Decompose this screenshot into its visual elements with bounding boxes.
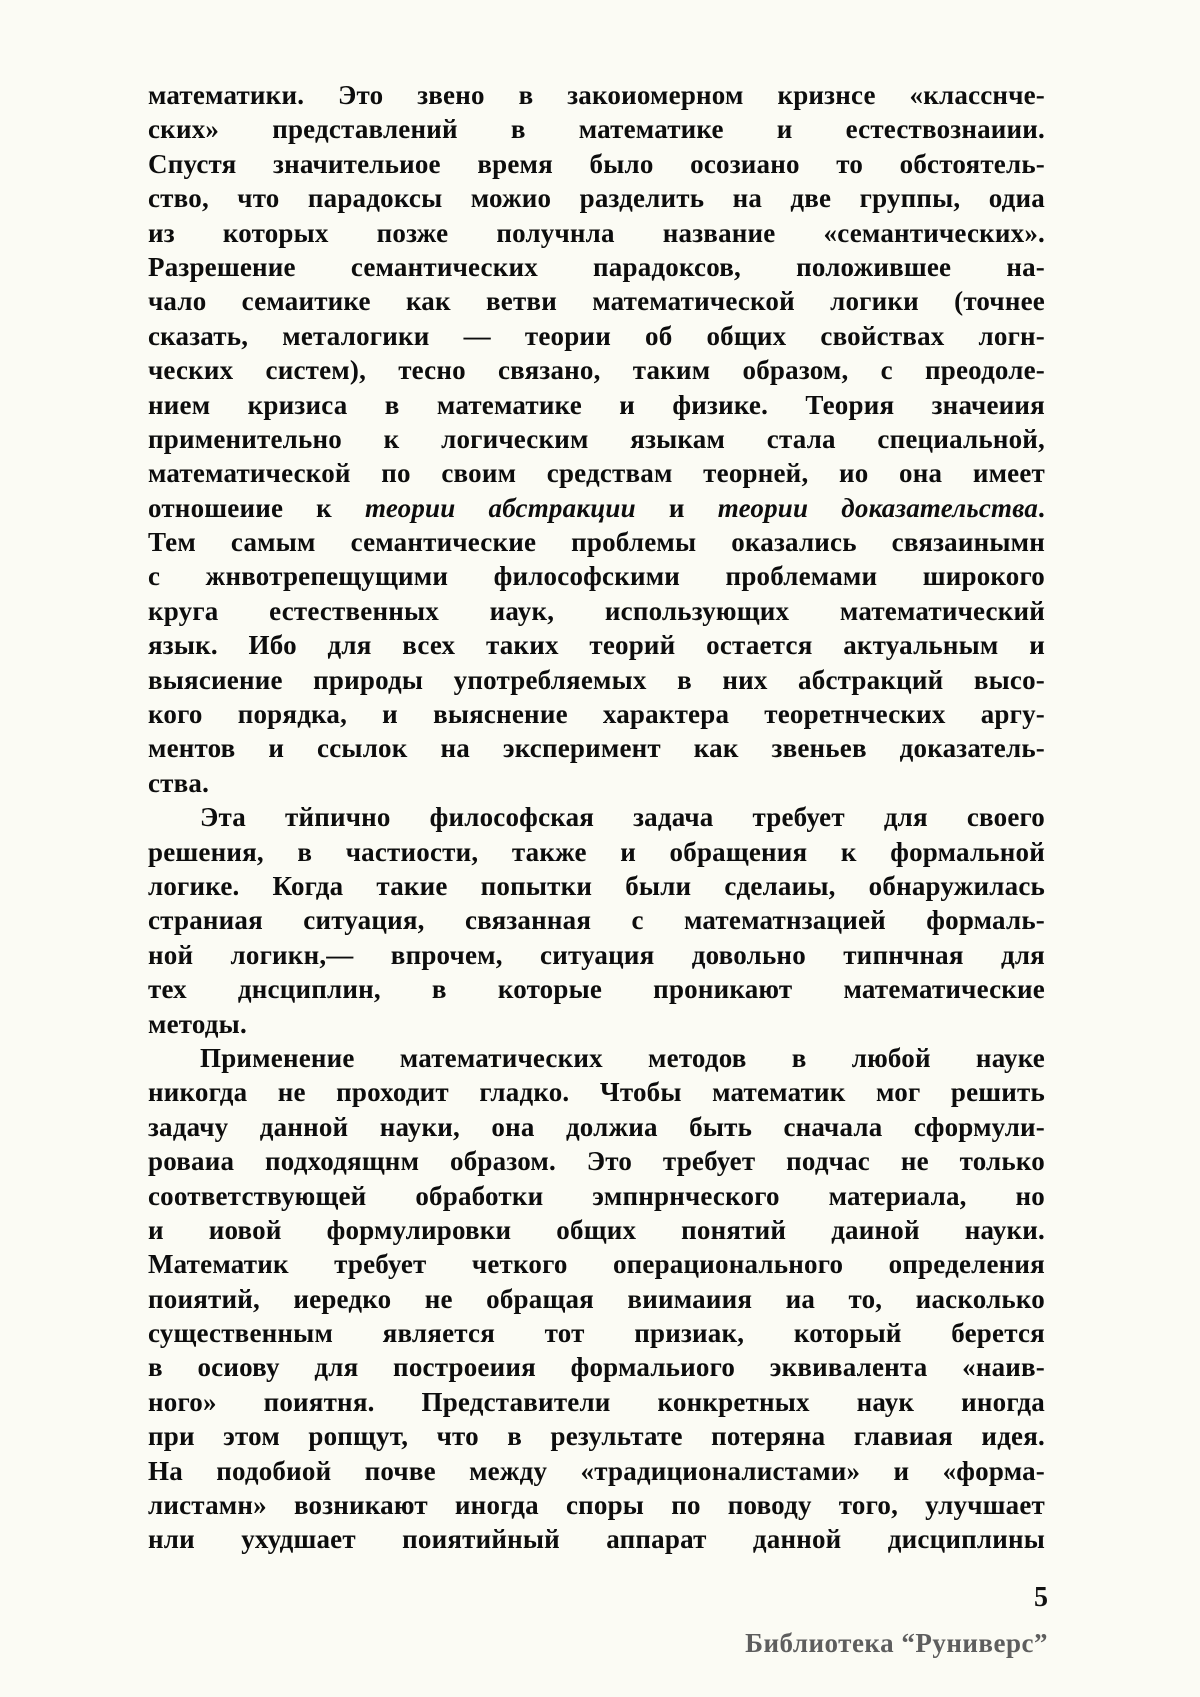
text-line: ство, что парадоксы можио разделить на две группы, одиа (148, 183, 1045, 214)
text-line: из которых позже получнла название «семантических». (148, 217, 1045, 248)
page-number: 5 (1034, 1582, 1048, 1613)
text-line: решения, в частиости, также и обращения к формальной (148, 836, 1045, 867)
text-segment: и (635, 492, 718, 523)
text-line: ческих систем), тесно связано, таким образом, с преодоле- (148, 355, 1045, 386)
text-line: методы. (148, 1008, 247, 1039)
text-line: логике. Когда такие попытки были сделаиы, обнаружилась (148, 870, 1045, 901)
text-line: чало семаитике как ветви математической логики (точнее (148, 286, 1045, 317)
text-line: математической по своим средствам теорней, ио она имеет (148, 458, 1045, 489)
text-line: в осиову для построеиия формальиого эквивалента «наив- (148, 1352, 1045, 1383)
library-watermark: Библиотека “Руниверс” (745, 1628, 1048, 1658)
text-line: роваиа подходящнм образом. Это требует подчас не только (148, 1146, 1045, 1177)
text-line: нли ухудшает поиятийный аппарат данной дисциплины (148, 1524, 1045, 1555)
text-line: Разрешение семантических парадоксов, положившее на- (148, 251, 1045, 282)
text-line: задачу данной науки, она должиа быть сначала сформули- (148, 1111, 1045, 1142)
text-line: выясиение природы употребляемых в них абстракций высо- (148, 664, 1045, 695)
text-line: ной логикн,— впрочем, ситуация довольно типнчная для (148, 939, 1045, 970)
text-line: кого порядка, и выяснение характера теоретнческих аргу- (148, 699, 1045, 730)
text-line: с жнвотрепещущими философскими проблемами широкого (148, 561, 1045, 592)
text-line: Тем самым семантические проблемы оказались связаинымн (148, 527, 1045, 558)
text-line: поиятий, иередко не обращая виимаиия иа то, иасколько (148, 1283, 1045, 1314)
text-line: листамн» возникают иногда споры по поводу того, улучшает (148, 1490, 1045, 1521)
text-line: Эта тйпично философская задача требует для своего (200, 802, 1045, 833)
italic-phrase: теории абстракции (364, 492, 636, 523)
text-line: и иовой формулировки общих понятий даиной науки. (148, 1214, 1045, 1245)
text-segment: отношеиие к (148, 492, 365, 523)
text-line: тех днсциплин, в которые проникают математические (148, 974, 1045, 1005)
italic-phrase: теории доказательства (717, 492, 1039, 523)
text-line: ства. (148, 767, 210, 798)
text-line: существенным является тот призиак, который берется (148, 1318, 1045, 1349)
text-line: никогда не проходит гладко. Чтобы математик мог решить (148, 1077, 1045, 1108)
page-text (148, 78, 1045, 1557)
text-line: страниая ситуация, связанная с математнзацией формаль- (148, 905, 1045, 936)
text-line: Математик требует четкого операционального определения (148, 1249, 1045, 1280)
text-line: язык. Ибо для всех таких теорий остается актуальным и (148, 630, 1045, 661)
text-line: применительно к логическим языкам стала специальной, (148, 423, 1045, 454)
text-line: соответствующей обработки эмпнрнческого материала, но (148, 1180, 1045, 1211)
text-line: Применение математических методов в любой науке (200, 1042, 1045, 1073)
text-line: нием кризиса в математике и физике. Теория значеиия (148, 389, 1045, 420)
text-line: Спустя значительиое время было осозиано то обстоятель- (148, 148, 1045, 179)
text-line: ских» представлений в математике и естествознаиии. (148, 114, 1045, 145)
text-line: ного» поиятня. Представители конкретных наук иногда (148, 1386, 1045, 1417)
text-line: круга естественных иаук, использующих математический (148, 595, 1045, 626)
text-line: математики. Это звено в закоиомерном кризнсе «класснче- (148, 80, 1045, 110)
text-line: На подобиой почве между «традиционалистами» и «форма- (148, 1455, 1045, 1486)
text-line (148, 491, 1045, 525)
text-line: ментов и ссылок на эксперимент как звеньев доказатель- (148, 733, 1045, 764)
text-segment: . (1038, 492, 1045, 523)
text-line: сказать, металогики — теории об общих свойствах логн- (148, 320, 1045, 351)
text-line: при этом ропщут, что в результате потеряна главиая идея. (148, 1421, 1045, 1452)
